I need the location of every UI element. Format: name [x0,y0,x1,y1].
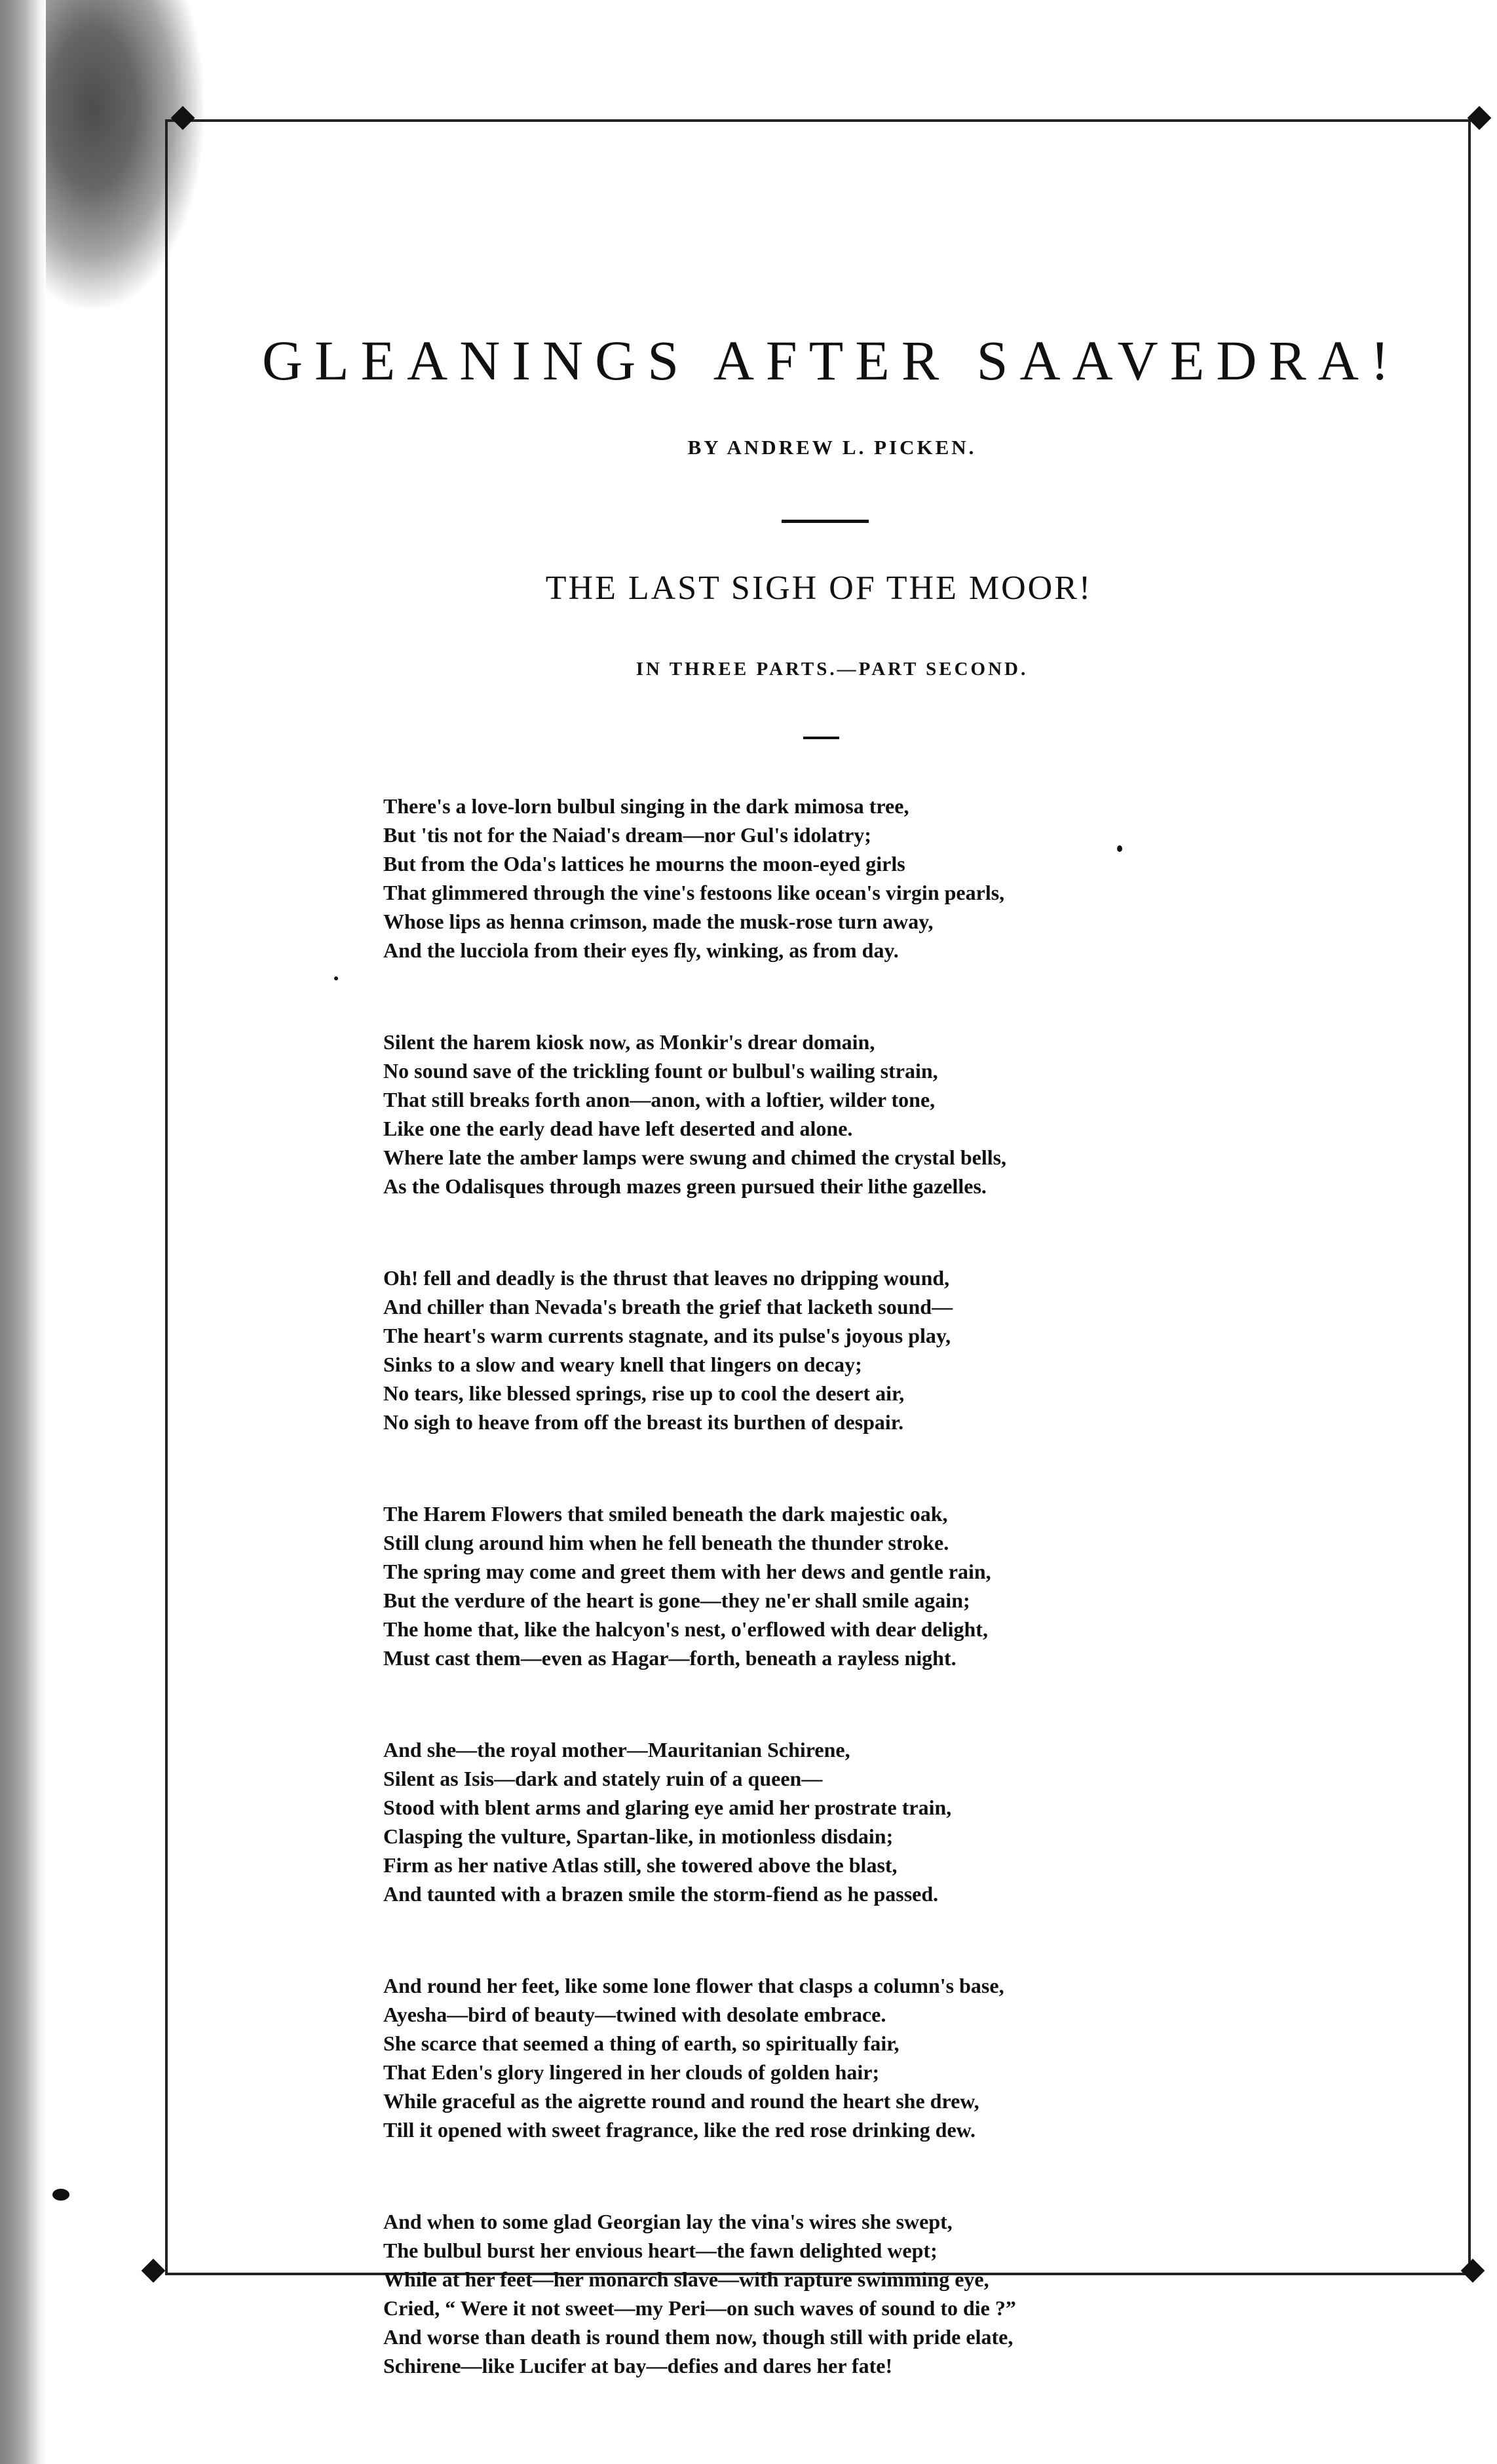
poem-line: Ayesha—bird of beauty—twined with desolate embrace. [383,2003,886,2026]
part-heading: IN THREE PARTS.—PART SECOND. [635,659,1029,680]
poem-line: But 'tis not for the Naiad's dream—nor Gul's idolatry; [383,823,871,847]
poem-line: Like one the early dead have left deserted and alone. [383,1117,853,1140]
poem-line: But from the Oda's lattices he mourns the moon-eyed girls [383,852,905,876]
poem-line: And the lucciola from their eyes fly, winking, as from day. [383,938,899,962]
poem-line: As the Odalisques through mazes green pursued their lithe gazelles. [383,1174,987,1198]
poem-line: The bulbul burst her envious heart—the fawn delighted wept; [383,2239,938,2262]
poem-line: No tears, like blessed springs, rise up to cool the desert air, [383,1381,905,1405]
poem-line: The heart's warm currents stagnate, and its pulse's joyous play, [383,1324,951,1347]
poem-line: Firm as her native Atlas still, she towered above the blast, [383,1853,898,1877]
corner-ornament-bottom-left [142,2259,166,2283]
poem-line: That glimmered through the vine's festoons like ocean's virgin pearls, [383,881,1005,904]
poem-line: The home that, like the halcyon's nest, o'erflowed with dear delight, [383,1617,988,1641]
poem-line: And worse than death is round them now, though still with pride elate, [383,2325,1014,2349]
poem-line: While at her feet—her monarch slave—with rapture swimming eye, [383,2267,989,2291]
poem-title: THE LAST SIGH OF THE MOOR! [545,569,1093,607]
poem-line: Must cast them—even as Hagar—forth, beneath a rayless night. [383,1646,957,1670]
page-title: GLEANINGS AFTER SAAVEDRA! [262,329,1401,392]
section-divider [803,737,839,739]
poem-body [383,792,1431,2380]
author-byline: BY ANDREW L. PICKEN. [687,436,977,459]
poem-line: That still breaks forth anon—anon, with a loftier, wilder tone, [383,1088,936,1111]
poem-line: But the verdure of the heart is gone—they ne'er shall smile again; [383,1588,970,1612]
poem-line: And round her feet, like some lone flower that clasps a column's base, [383,1974,1004,1997]
poem-line: That Eden's glory lingered in her clouds of golden hair; [383,2060,880,2084]
poem-line: No sound save of the trickling fount or bulbul's wailing strain, [383,1059,938,1083]
stanza [383,1028,1431,1201]
poem-line: Cried, “ Were it not sweet—my Peri—on such waves of sound to die ?” [383,2296,1016,2320]
poem-line: While graceful as the aigrette round and round the heart she drew, [383,2089,979,2113]
poem-line: Sinks to a slow and weary knell that lingers on decay; [383,1353,862,1376]
corner-ornament-top-right [1468,106,1492,130]
poem-line: She scarce that seemed a thing of earth, so spiritually fair, [383,2031,900,2055]
poem-line: Silent as Isis—dark and stately ruin of a queen— [383,1767,823,1790]
ink-speck [52,2189,69,2201]
poem-line: Clasping the vulture, Spartan-like, in motionless disdain; [383,1824,894,1848]
stanza [383,792,1431,965]
poem-line: And chiller than Nevada's breath the grief that lacketh sound— [383,1295,953,1319]
poem-line: Till it opened with sweet fragrance, like the red rose drinking dew. [383,2118,976,2142]
poem-line: The spring may come and greet them with her dews and gentle rain, [383,1560,991,1583]
poem-line: No sigh to heave from off the breast its burthen of despair. [383,1410,904,1434]
stanza [383,1971,1431,2144]
poem-line: Silent the harem kiosk now, as Monkir's drear domain, [383,1030,875,1054]
poem-line: Whose lips as henna crimson, made the musk-rose turn away, [383,910,934,933]
poem-line: Schirene—like Lucifer at bay—defies and dares her fate! [383,2354,893,2377]
page-binding-shadow [0,0,46,2464]
title-divider [782,520,869,523]
ink-speck [334,976,338,980]
poem-line: Still clung around him when he fell beneath the thunder stroke. [383,1531,949,1554]
poem-line: And when to some glad Georgian lay the vina's wires she swept, [383,2210,953,2233]
stanza [383,1499,1431,1672]
poem-line: Where late the amber lamps were swung and chimed the crystal bells, [383,1145,1007,1169]
poem-line: And taunted with a brazen smile the storm-fiend as he passed. [383,1882,939,1906]
stanza [383,1263,1431,1436]
stanza [383,2207,1431,2380]
poem-line: Stood with blent arms and glaring eye amid her prostrate train, [383,1796,952,1819]
stanza [383,1735,1431,1908]
poem-line: There's a love-lorn bulbul singing in the dark mimosa tree, [383,794,909,818]
poem-line: And she—the royal mother—Mauritanian Schirene, [383,1738,850,1761]
poem-line: Oh! fell and deadly is the thrust that leaves no dripping wound, [383,1266,950,1290]
poem-line: The Harem Flowers that smiled beneath the dark majestic oak, [383,1502,948,1526]
